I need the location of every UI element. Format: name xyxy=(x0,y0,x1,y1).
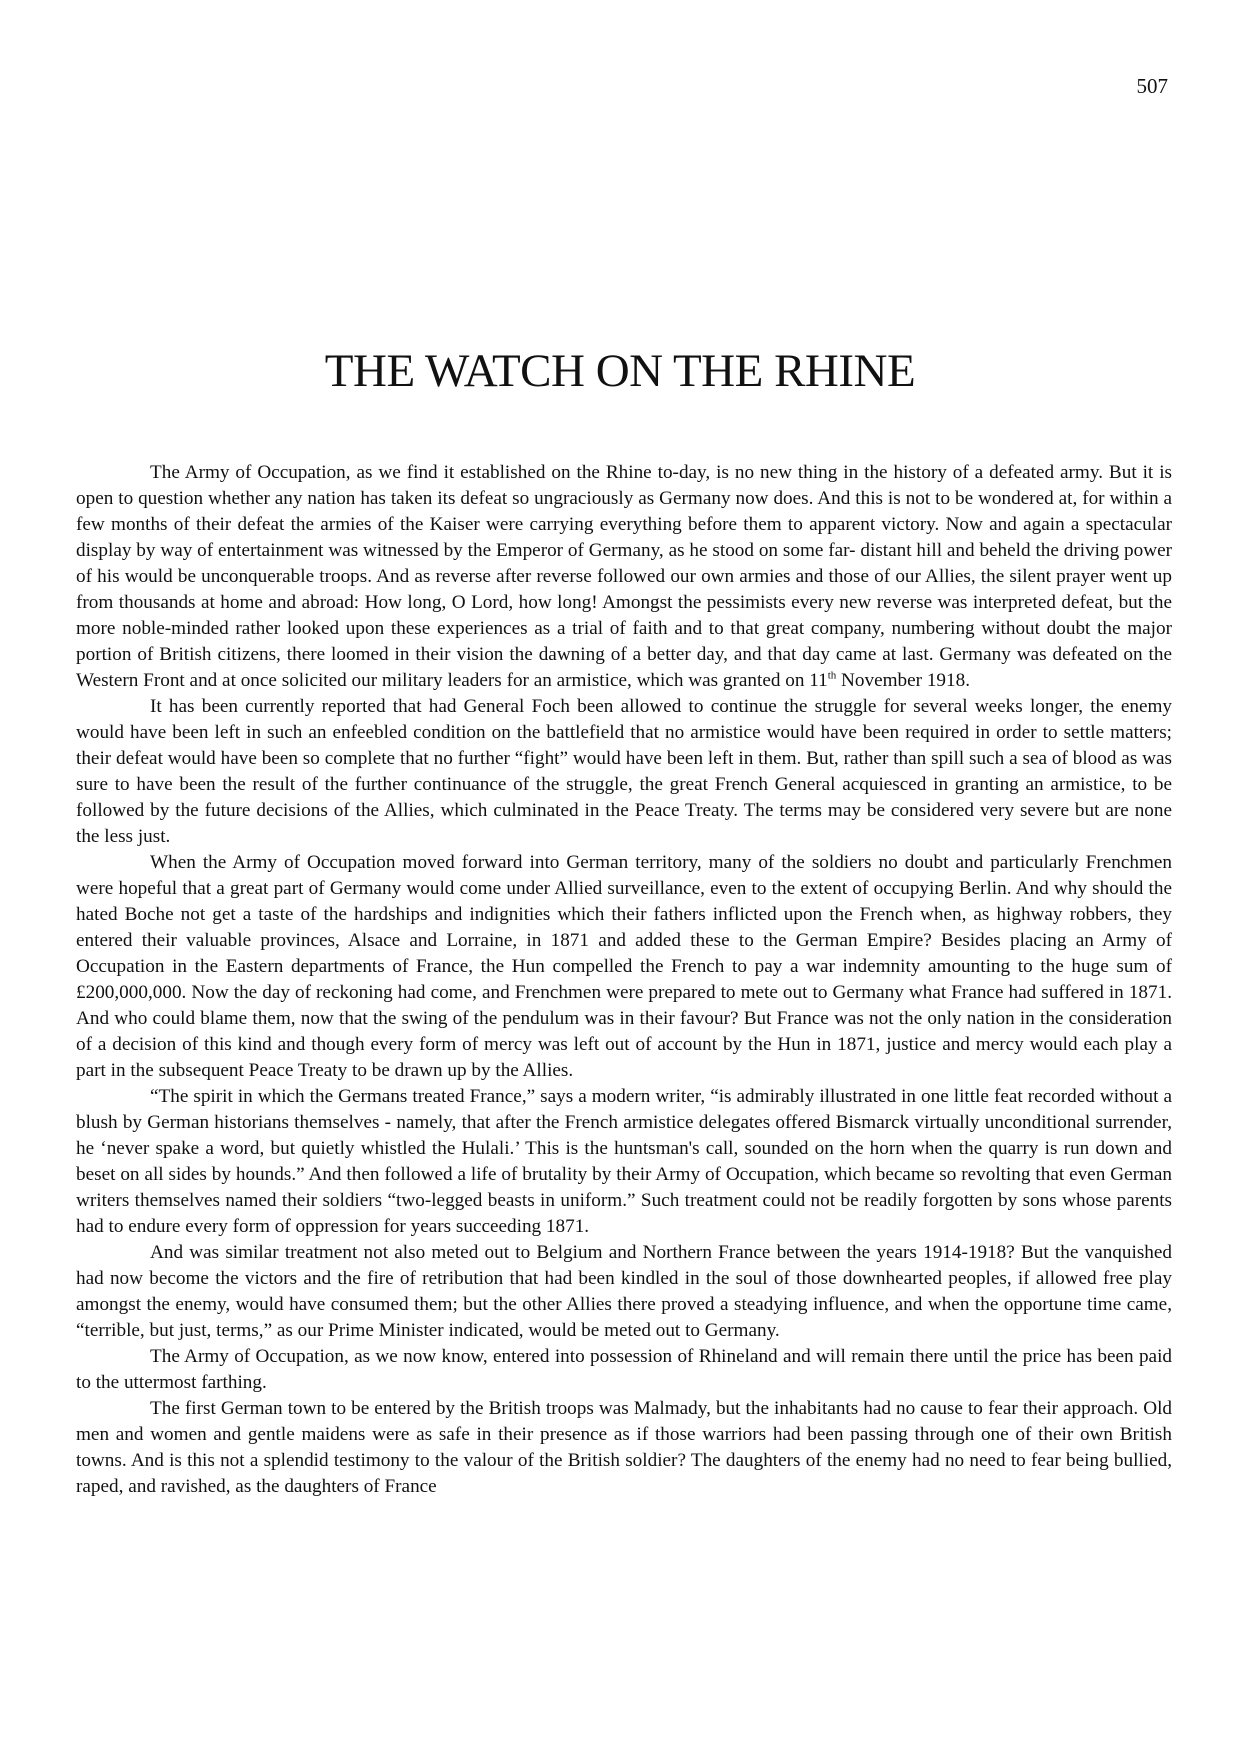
page-number: 507 xyxy=(1136,74,1168,98)
paragraph-4: “The spirit in which the Germans treated France,” says a modern writer, “is admirably illustrated in one little feat recorded without a blush by German historians themselves - namely, that after the French armistice delegates offered Bismarck virtually unconditional surrender, he ‘never spake a word, but quietly whistled the Hulali.’ This is the huntsman's call, sounded on the horn when the quarry is run down and beset on all sides by hounds.” And then followed a life of brutality by their Army of Occupation, which became so revolting that even German writers themselves named their soldiers “two-legged beasts in uniform.” Such treatment could not be readily forgotten by sons whose parents had to endure every form of oppression for years succeeding 1871. xyxy=(76,1086,1172,1237)
ordinal-superscript: th xyxy=(827,669,837,682)
paragraph-1 xyxy=(76,460,1172,694)
paragraph-6: The Army of Occupation, as we now know, entered into possession of Rhineland and will remain there until the price has been paid to the uttermost farthing. xyxy=(76,1346,1172,1393)
paragraph-1-text-end: November 1918. xyxy=(836,670,971,691)
paragraph-2: It has been currently reported that had General Foch been allowed to continue the struggle for several weeks longer, the enemy would have been left in such an enfeebled condition on the battlefield that no armistice would have been required in order to settle matters; their defeat would have been so complete that no further “fight” would have been left in them. But, rather than spill such a sea of blood as was sure to have been the result of the further continuance of the struggle, the great French General acquiesced in granting an armistice, to be followed by the future decisions of the Allies, which culminated in the Peace Treaty. The terms may be considered very severe but are none the less just. xyxy=(76,696,1172,847)
paragraph-7: The first German town to be entered by the British troops was Malmady, but the inhabitants had no cause to fear their approach. Old men and women and gentle maidens were as safe in their presence as if those warriors had been passing through one of their own British towns. And is this not a splendid testimony to the valour of the British soldier? The daughters of the enemy had no need to fear being bullied, raped, and ravished, as the daughters of France xyxy=(76,1398,1172,1497)
paragraph-5: And was similar treatment not also meted out to Belgium and Northern France between the years 1914-1918? But the vanquished had now become the victors and the fire of retribution that had been kindled in the soul of those downhearted peoples, if allowed free play amongst the enemy, would have consumed them; but the other Allies there proved a steadying influence, and when the opportune time came, “terrible, but just, terms,” as our Prime Minister indicated, would be meted out to Germany. xyxy=(76,1242,1172,1341)
paragraph-1-text: The Army of Occupation, as we find it established on the Rhine to-day, is no new thing in the history of a defeated army. But it is open to question whether any nation has taken its defeat so ungraciously as Germany now does. And this is not to be wondered at, for within a few months of their defeat the armies of the Kaiser were carrying everything before them to apparent victory. Now and again a spectacular display by way of entertainment was witnessed by the Emperor of Germany, as he stood on some far- distant hill and beheld the driving power of his would be unconquerable troops. And as reverse after reverse followed our own armies and those of our Allies, the silent prayer went up from thousands at home and abroad: How long, O Lord, how long! Amongst the pessimists every new reverse was interpreted defeat, but the more noble-minded rather looked upon these experiences as a trial of faith and to that great company, numbering without doubt the major portion of British citizens, there loomed in their vision the dawning of a better day, and that day came at last. Germany was defeated on the Western Front and at once solicited our military leaders for an armistice, which was granted on 11 xyxy=(76,462,1172,691)
page-title: THE WATCH ON THE RHINE xyxy=(324,345,916,397)
body-text xyxy=(76,460,1172,1500)
paragraph-3: When the Army of Occupation moved forward into German territory, many of the soldiers no doubt and particularly Frenchmen were hopeful that a great part of Germany would come under Allied surveillance, even to the extent of occupying Berlin. And why should the hated Boche not get a taste of the hardships and indignities which their fathers inflicted upon the French when, as highway robbers, they entered their valuable provinces, Alsace and Lorraine, in 1871 and added these to the German Empire? Besides placing an Army of Occupation in the Eastern departments of France, the Hun compelled the French to pay a war indemnity amounting to the huge sum of £200,000,000. Now the day of reckoning had come, and Frenchmen were prepared to mete out to Germany what France had suffered in 1871. And who could blame them, now that the swing of the pendulum was in their favour? But France was not the only nation in the consideration of a decision of this kind and though every form of mercy was left out of account by the Hun in 1871, justice and mercy would each play a part in the subsequent Peace Treaty to be drawn up by the Allies. xyxy=(76,852,1172,1081)
